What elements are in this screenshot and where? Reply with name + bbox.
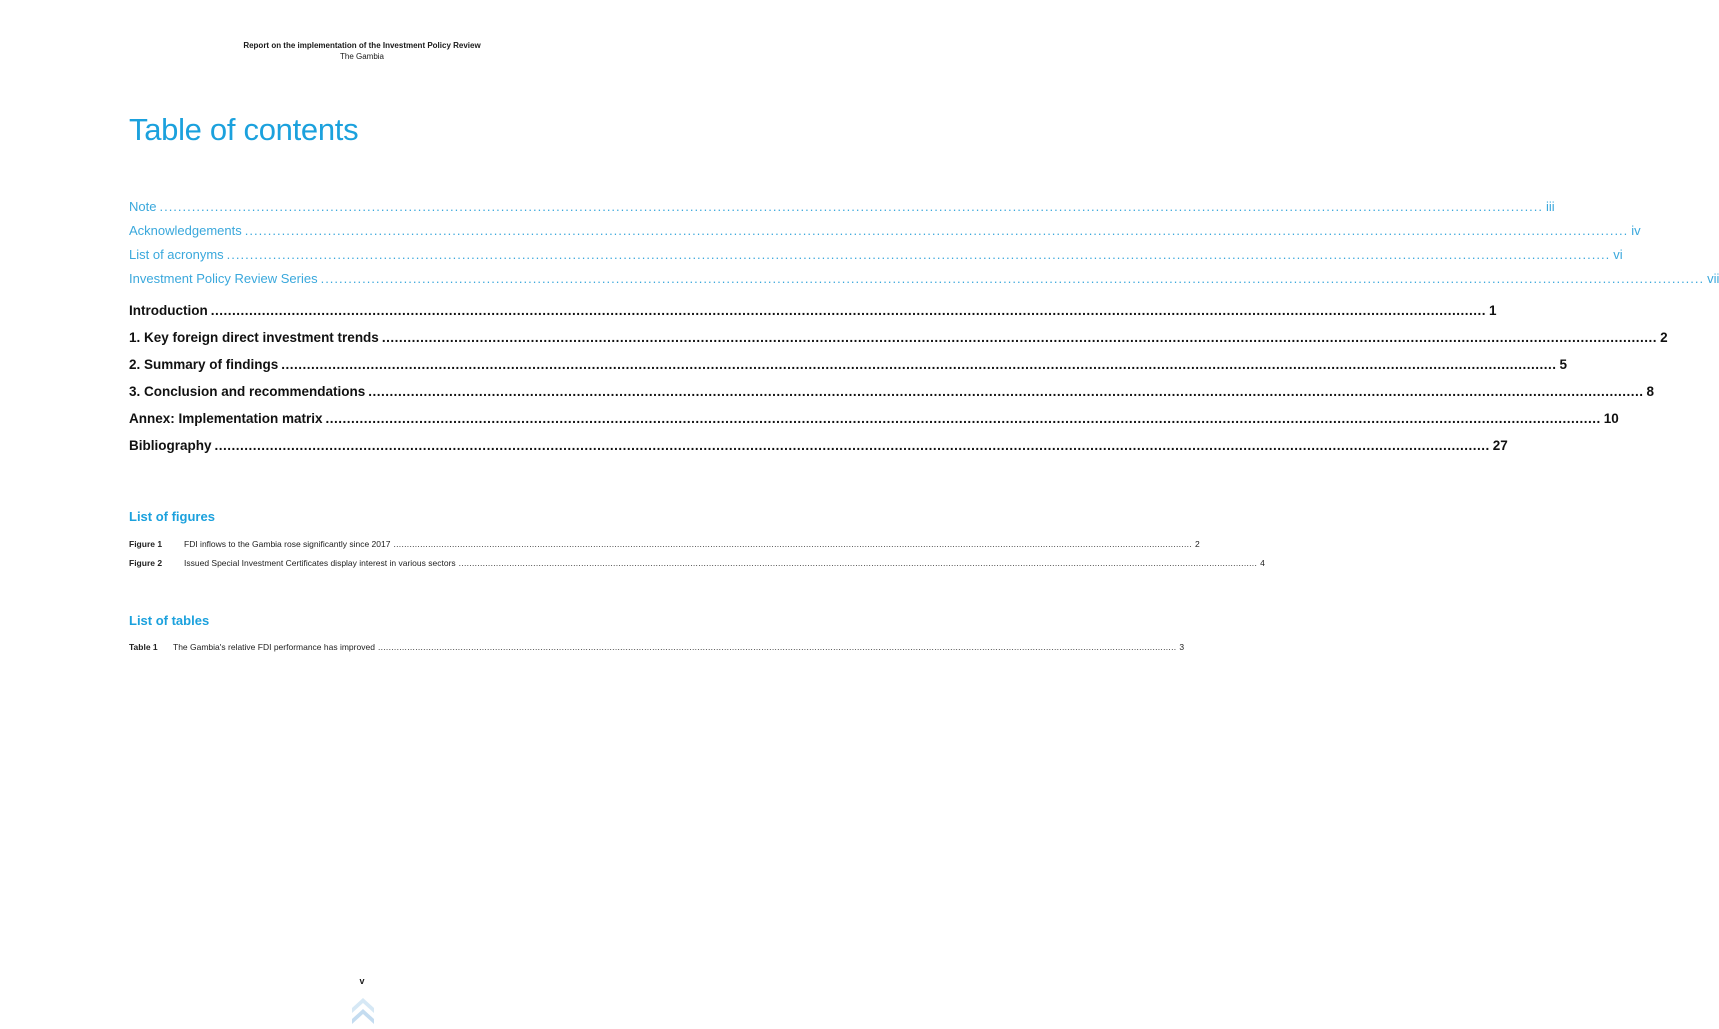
dot-leader: ............................................................................................................................................................................................................................................................................................................ bbox=[377, 642, 1177, 652]
dot-leader: ............................................................................................................................................................................................................................................................................................................ bbox=[244, 223, 1629, 238]
toc-entry-page: 1 bbox=[1488, 303, 1497, 318]
toc-entry-page: iv bbox=[1631, 223, 1641, 238]
toc-entry-label: 2. Summary of findings bbox=[129, 357, 279, 372]
figure-entry[interactable] bbox=[129, 557, 1265, 569]
toc-entry-page: vii bbox=[1707, 271, 1719, 286]
figure-page: 4 bbox=[1260, 558, 1265, 568]
toc-entry-page: 27 bbox=[1492, 438, 1508, 453]
toc-entry-label: Acknowledgements bbox=[129, 223, 242, 238]
dot-leader: ............................................................................................................................................................................................................................................................................................................ bbox=[281, 357, 1557, 372]
dot-leader: ............................................................................................................................................................................................................................................................................................................ bbox=[214, 438, 1490, 453]
toc-entry-page: iii bbox=[1546, 199, 1555, 214]
toc-entry-label: 1. Key foreign direct investment trends bbox=[129, 330, 379, 345]
dot-leader: ............................................................................................................................................................................................................................................................................................................ bbox=[159, 199, 1544, 214]
toc-entry-label: Investment Policy Review Series bbox=[129, 271, 318, 286]
table-page: 3 bbox=[1179, 642, 1185, 652]
toc-entry-page: 10 bbox=[1603, 411, 1619, 426]
table-entry[interactable] bbox=[129, 641, 1185, 653]
toc-entry-page: 8 bbox=[1646, 384, 1655, 399]
toc-entry-page: vi bbox=[1613, 247, 1623, 262]
table-tag: Table 1 bbox=[129, 642, 158, 652]
figure-entry[interactable] bbox=[129, 538, 1200, 550]
toc-entry-label: Note bbox=[129, 199, 157, 214]
toc-entry-label: Bibliography bbox=[129, 438, 212, 453]
chevron-logo-icon bbox=[352, 996, 374, 1029]
toc-entry-ipr-series[interactable] bbox=[129, 271, 1719, 287]
dot-leader: ............................................................................................................................................................................................................................................................................................................ bbox=[226, 247, 1611, 262]
toc-entry-acronyms[interactable] bbox=[129, 247, 1623, 263]
list-of-tables-heading: List of tables bbox=[129, 613, 210, 628]
report-title: Report on the implementation of the Investment Policy Review bbox=[243, 41, 481, 50]
figure-page: 2 bbox=[1194, 539, 1200, 549]
toc-entry-conclusion[interactable] bbox=[129, 383, 1655, 400]
toc-entry-bibliography[interactable] bbox=[129, 437, 1508, 454]
dot-leader: ............................................................................................................................................................................................................................................................................................................ bbox=[320, 271, 1705, 286]
toc-entry-page: 5 bbox=[1559, 357, 1568, 372]
toc-entry-introduction[interactable] bbox=[129, 302, 1497, 319]
toc-entry-summary-findings[interactable] bbox=[129, 356, 1568, 373]
toc-entry-label: 3. Conclusion and recommendations bbox=[129, 384, 366, 399]
toc-entry-note[interactable] bbox=[129, 199, 1555, 215]
page-number: v bbox=[359, 976, 365, 986]
toc-entry-annex[interactable] bbox=[129, 410, 1619, 427]
toc-entry-label: Annex: Implementation matrix bbox=[129, 411, 323, 426]
dot-leader: ............................................................................................................................................................................................................................................................................................................ bbox=[458, 558, 1258, 568]
page-title: Table of contents bbox=[129, 112, 359, 147]
toc-entry-page: 2 bbox=[1660, 330, 1668, 345]
list-of-figures-heading: List of figures bbox=[129, 509, 215, 524]
running-header bbox=[0, 40, 724, 62]
toc-entry-fdi-trends[interactable] bbox=[129, 329, 1668, 346]
table-title: The Gambia's relative FDI performance has improved bbox=[173, 642, 375, 652]
dot-leader: ............................................................................................................................................................................................................................................................................................................ bbox=[325, 411, 1601, 426]
dot-leader: ............................................................................................................................................................................................................................................................................................................ bbox=[381, 330, 1658, 345]
figure-title: FDI inflows to the Gambia rose significantly since 2017 bbox=[184, 539, 391, 549]
dot-leader: ............................................................................................................................................................................................................................................................................................................ bbox=[368, 384, 1644, 399]
figure-tag: Figure 2 bbox=[129, 558, 163, 568]
toc-entry-acknowledgements[interactable] bbox=[129, 223, 1641, 239]
toc-entry-label: List of acronyms bbox=[129, 247, 224, 262]
dot-leader: ............................................................................................................................................................................................................................................................................................................ bbox=[393, 539, 1192, 549]
dot-leader: ............................................................................................................................................................................................................................................................................................................ bbox=[210, 303, 1486, 318]
figure-tag: Figure 1 bbox=[129, 539, 163, 549]
figure-title: Issued Special Investment Certificates display interest in various sectors bbox=[184, 558, 456, 568]
toc-entry-label: Introduction bbox=[129, 303, 208, 318]
report-subtitle: The Gambia bbox=[339, 52, 385, 61]
